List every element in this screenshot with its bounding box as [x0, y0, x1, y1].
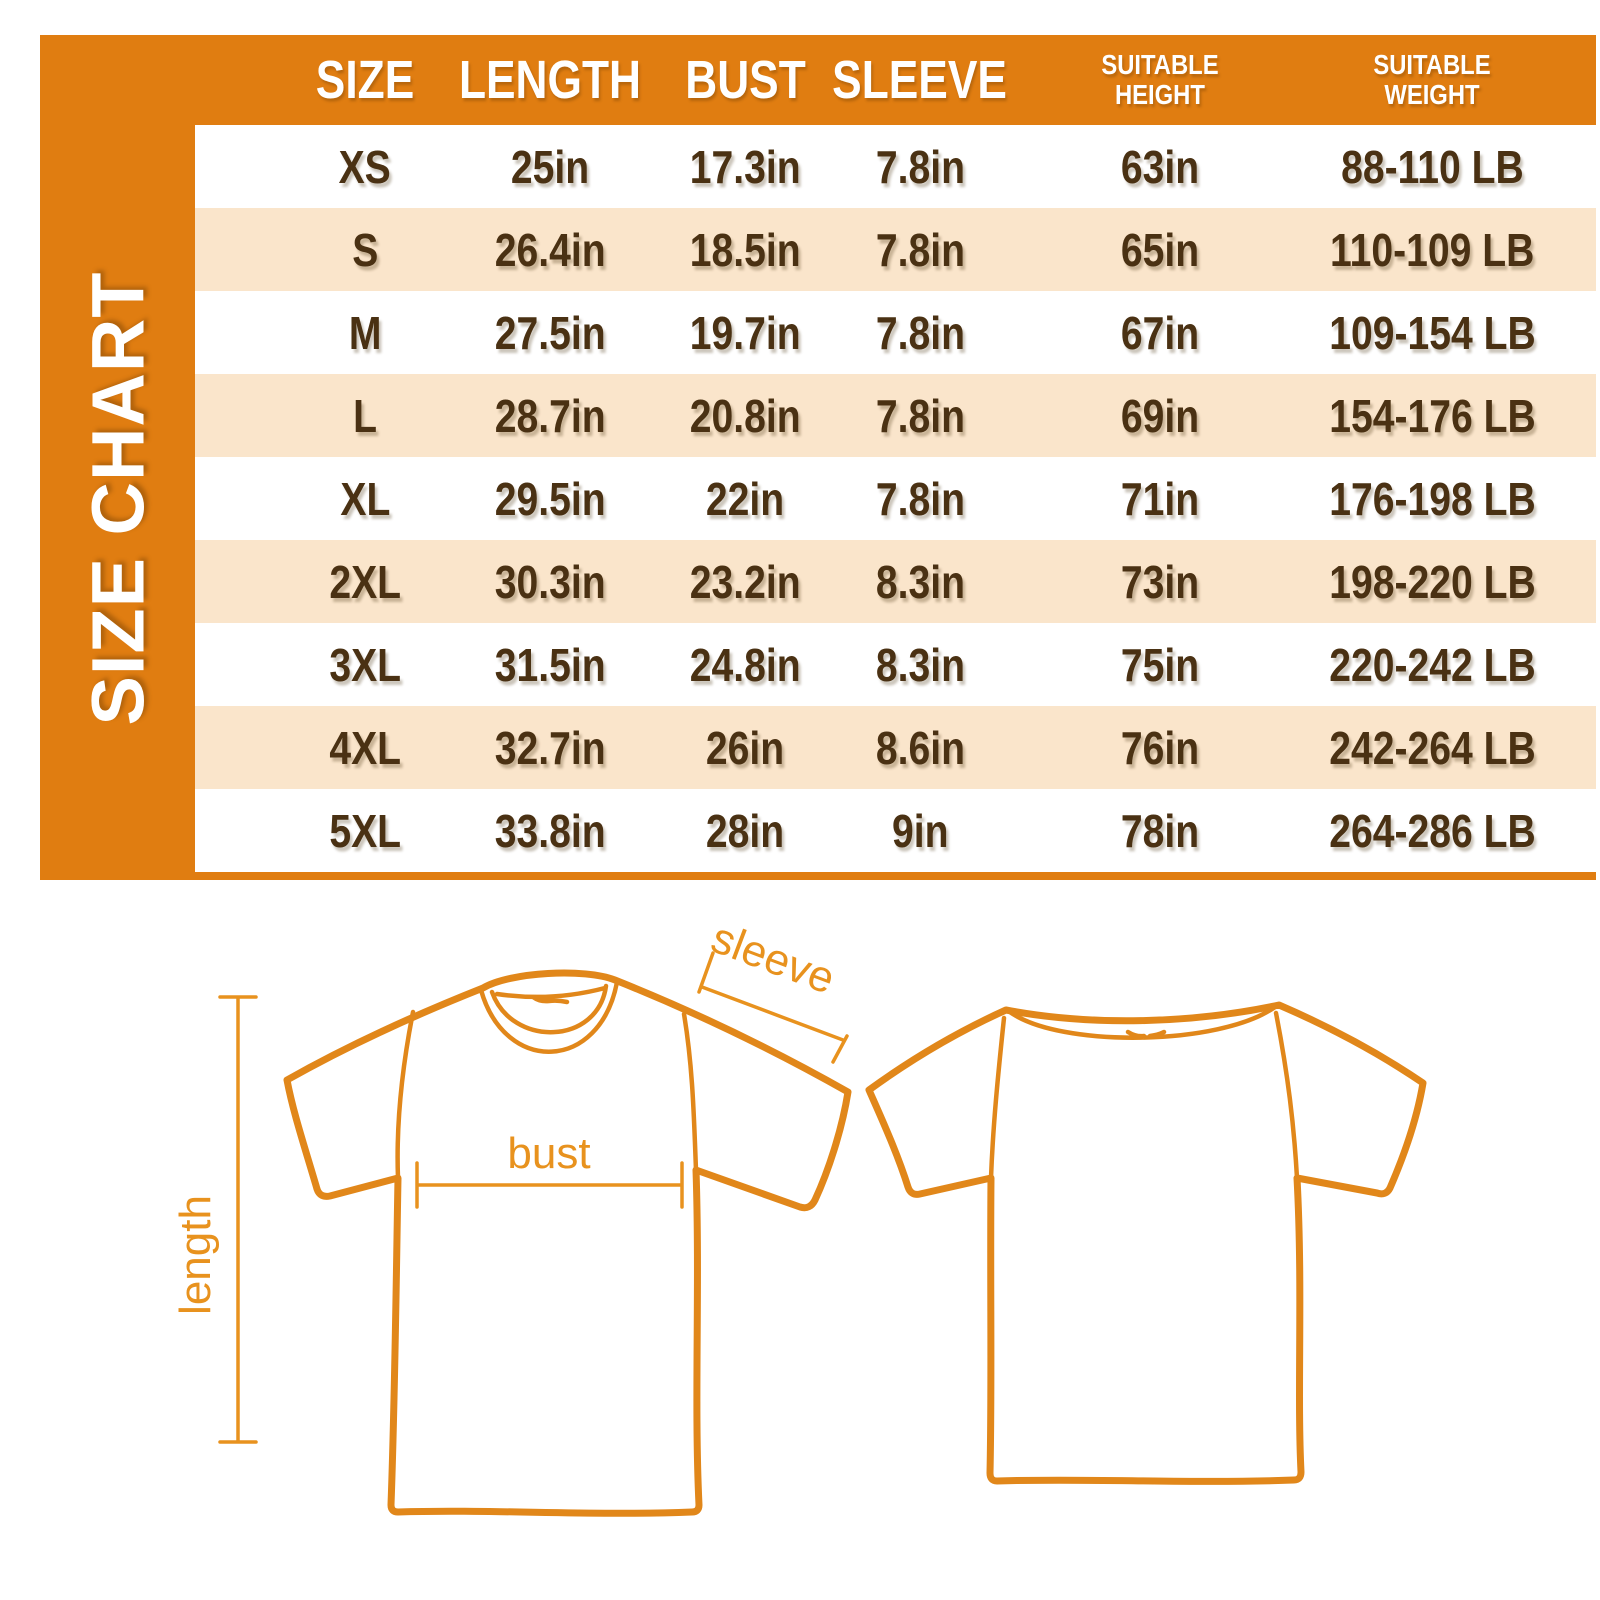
cell-weight: 109-154 LB [1328, 306, 1536, 359]
table-row-3xl [195, 623, 1596, 706]
header-suitable-height-line1: SUITABLE [1101, 48, 1219, 80]
cell-weight: 154-176 LB [1328, 389, 1536, 442]
cell-height: 78in [1120, 804, 1200, 857]
cell-length: 26.4in [494, 223, 606, 276]
sidebar [40, 125, 195, 872]
cell-height: 65in [1120, 223, 1200, 276]
cell-length: 25in [510, 140, 590, 193]
tshirt-measurement-diagram [0, 900, 1600, 1600]
cell-weight: 88-110 LB [1340, 140, 1524, 193]
tshirt-front-outline [287, 973, 848, 1513]
cell-length: 33.8in [494, 804, 606, 857]
cell-size: XS [338, 140, 392, 193]
cell-bust: 23.2in [689, 555, 801, 608]
bust-label: bust [507, 1129, 591, 1178]
cell-size: XL [340, 472, 390, 525]
cell-sleeve: 8.3in [875, 555, 965, 608]
cell-sleeve: 8.6in [875, 721, 965, 774]
cell-height: 63in [1120, 140, 1200, 193]
table-header-row: SIZE LENGTH BUST SLEEVE SUITABLE HEIGHT SUITABLE WEIGHT [315, 48, 1491, 110]
cell-bust: 17.3in [689, 140, 801, 193]
cell-length: 31.5in [494, 638, 606, 691]
cell-size: 4XL [329, 721, 401, 774]
bust-measurement [417, 1129, 682, 1207]
cell-size: M [348, 306, 382, 359]
table-row-2xl [195, 540, 1596, 623]
cell-size: S [351, 223, 379, 276]
header-suitable-height-line2: HEIGHT [1115, 79, 1205, 110]
cell-length: 32.7in [494, 721, 606, 774]
cell-length: 28.7in [494, 389, 606, 442]
cell-sleeve: 7.8in [875, 389, 965, 442]
size-table [195, 125, 1596, 872]
length-label: length [171, 1195, 220, 1315]
cell-bust: 20.8in [689, 389, 801, 442]
cell-weight: 110-109 LB [1329, 223, 1535, 276]
cell-height: 76in [1120, 721, 1200, 774]
tshirt-back-outline [869, 1005, 1423, 1481]
length-measurement [171, 997, 256, 1442]
cell-weight: 220-242 LB [1328, 638, 1536, 691]
table-row-s [195, 208, 1596, 291]
tshirt-front-drawing [287, 973, 848, 1513]
table-row-4xl [195, 706, 1596, 789]
cell-bust: 22in [705, 472, 785, 525]
tshirt-back-drawing [869, 1005, 1423, 1481]
length-measure-line [220, 997, 256, 1442]
cell-bust: 28in [705, 804, 785, 857]
table-row-l [195, 374, 1596, 457]
cell-sleeve: 8.3in [875, 638, 965, 691]
cell-bust: 26in [705, 721, 785, 774]
cell-size: 5XL [329, 804, 401, 857]
cell-height: 69in [1120, 389, 1200, 442]
table-row-xs [195, 125, 1596, 208]
cell-height: 67in [1120, 306, 1200, 359]
sleeve-measurement [699, 913, 847, 1062]
cell-weight: 198-220 LB [1328, 555, 1536, 608]
cell-weight: 242-264 LB [1328, 721, 1536, 774]
cell-bust: 19.7in [689, 306, 801, 359]
cell-sleeve: 7.8in [875, 306, 965, 359]
cell-sleeve: 7.8in [875, 472, 965, 525]
cell-weight: 264-286 LB [1328, 804, 1536, 857]
cell-height: 73in [1120, 555, 1200, 608]
cell-length: 29.5in [494, 472, 606, 525]
cell-sleeve: 7.8in [875, 223, 965, 276]
cell-length: 27.5in [494, 306, 606, 359]
cell-size: 3XL [329, 638, 401, 691]
cell-height: 71in [1120, 472, 1200, 525]
table-row-m [195, 291, 1596, 374]
tshirt-front-collar-band [481, 982, 617, 1052]
page-title: SIZE CHART [76, 271, 159, 726]
cell-sleeve: 7.8in [875, 140, 965, 193]
sleeve-label: sleeve [704, 913, 842, 1004]
cell-sleeve: 9in [891, 804, 949, 857]
table-row-5xl [195, 789, 1596, 872]
header-suitable-weight-line2: WEIGHT [1384, 79, 1480, 110]
cell-length: 30.3in [494, 555, 606, 608]
cell-size: L [353, 389, 377, 442]
cell-size: 2XL [329, 555, 401, 608]
cell-bust: 18.5in [689, 223, 801, 276]
cell-bust: 24.8in [689, 638, 801, 691]
cell-height: 75in [1120, 638, 1200, 691]
cell-weight: 176-198 LB [1328, 472, 1536, 525]
table-row-xl [195, 457, 1596, 540]
header-suitable-weight-line1: SUITABLE [1373, 48, 1491, 80]
